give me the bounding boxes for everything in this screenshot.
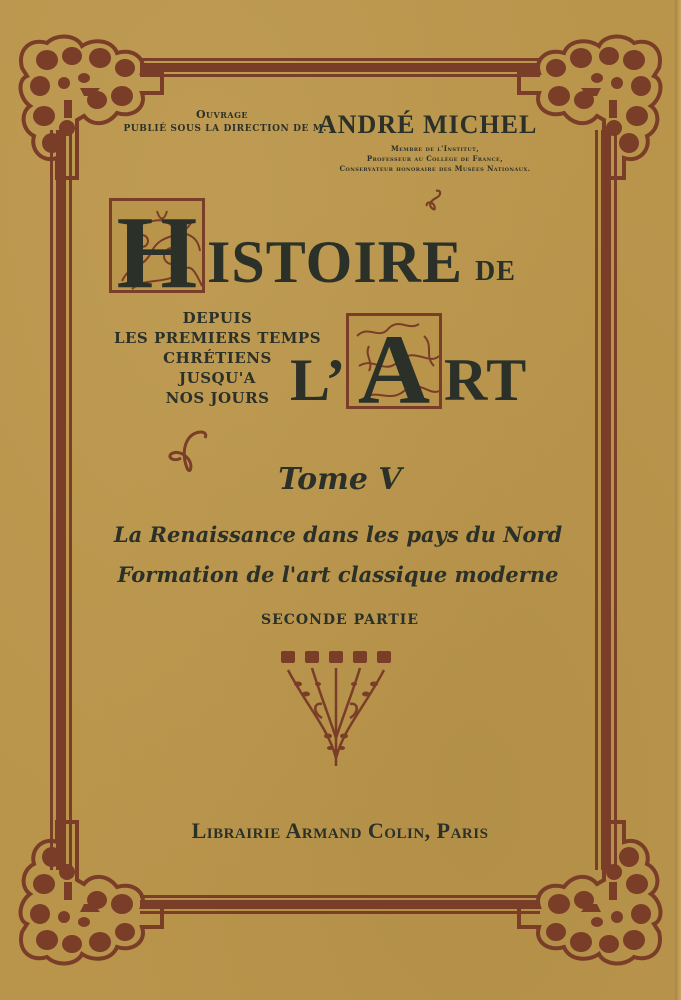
partie-label: SECONDE PARTIE <box>261 612 419 628</box>
subtitle-line: LES PREMIERS TEMPS <box>113 329 322 347</box>
title-l-apostrophe: L’ <box>290 347 347 413</box>
tome-label: Tome V <box>278 462 402 497</box>
swash-ornament-icon <box>424 188 444 214</box>
dropcap-h: H <box>116 198 198 293</box>
volume-subtitle-line-1: La Renaissance dans les pays du Nord <box>113 522 563 547</box>
author-credentials <box>300 144 570 174</box>
subtitle-line: NOS JOURS <box>165 389 270 407</box>
publie-label: PUBLIÉ SOUS LA DIRECTION DE M. <box>123 124 327 134</box>
credential-line: Professeur au Collège de France, <box>366 154 504 163</box>
credential-line: Membre de l'Institut, <box>390 144 480 153</box>
title-word-histoire: ISTOIRE <box>207 229 464 295</box>
title-word-rt: RT <box>444 347 528 413</box>
subtitle-line: DEPUIS <box>182 309 253 327</box>
volume-subtitle-line-2: Formation de l'art classique moderne <box>117 562 559 587</box>
ouvrage-label: Ouvrage <box>195 108 249 121</box>
title-word-de: DE <box>475 256 516 287</box>
credential-line: Conservateur honoraire des Musées Nationaux. <box>339 164 531 173</box>
author-name: ANDRÉ MICHEL <box>318 110 538 139</box>
dropcap-a-box <box>346 313 442 409</box>
dropcap-a: A <box>357 314 431 409</box>
tree-fleuron-ornament-icon <box>278 648 398 768</box>
subtitle-line: JUSQU'A <box>179 369 256 387</box>
publisher-line: Librairie Armand Colin, Paris <box>191 818 489 843</box>
subtitle-line: CHRÉTIENS <box>163 349 272 367</box>
dropcap-h-box <box>109 198 205 293</box>
